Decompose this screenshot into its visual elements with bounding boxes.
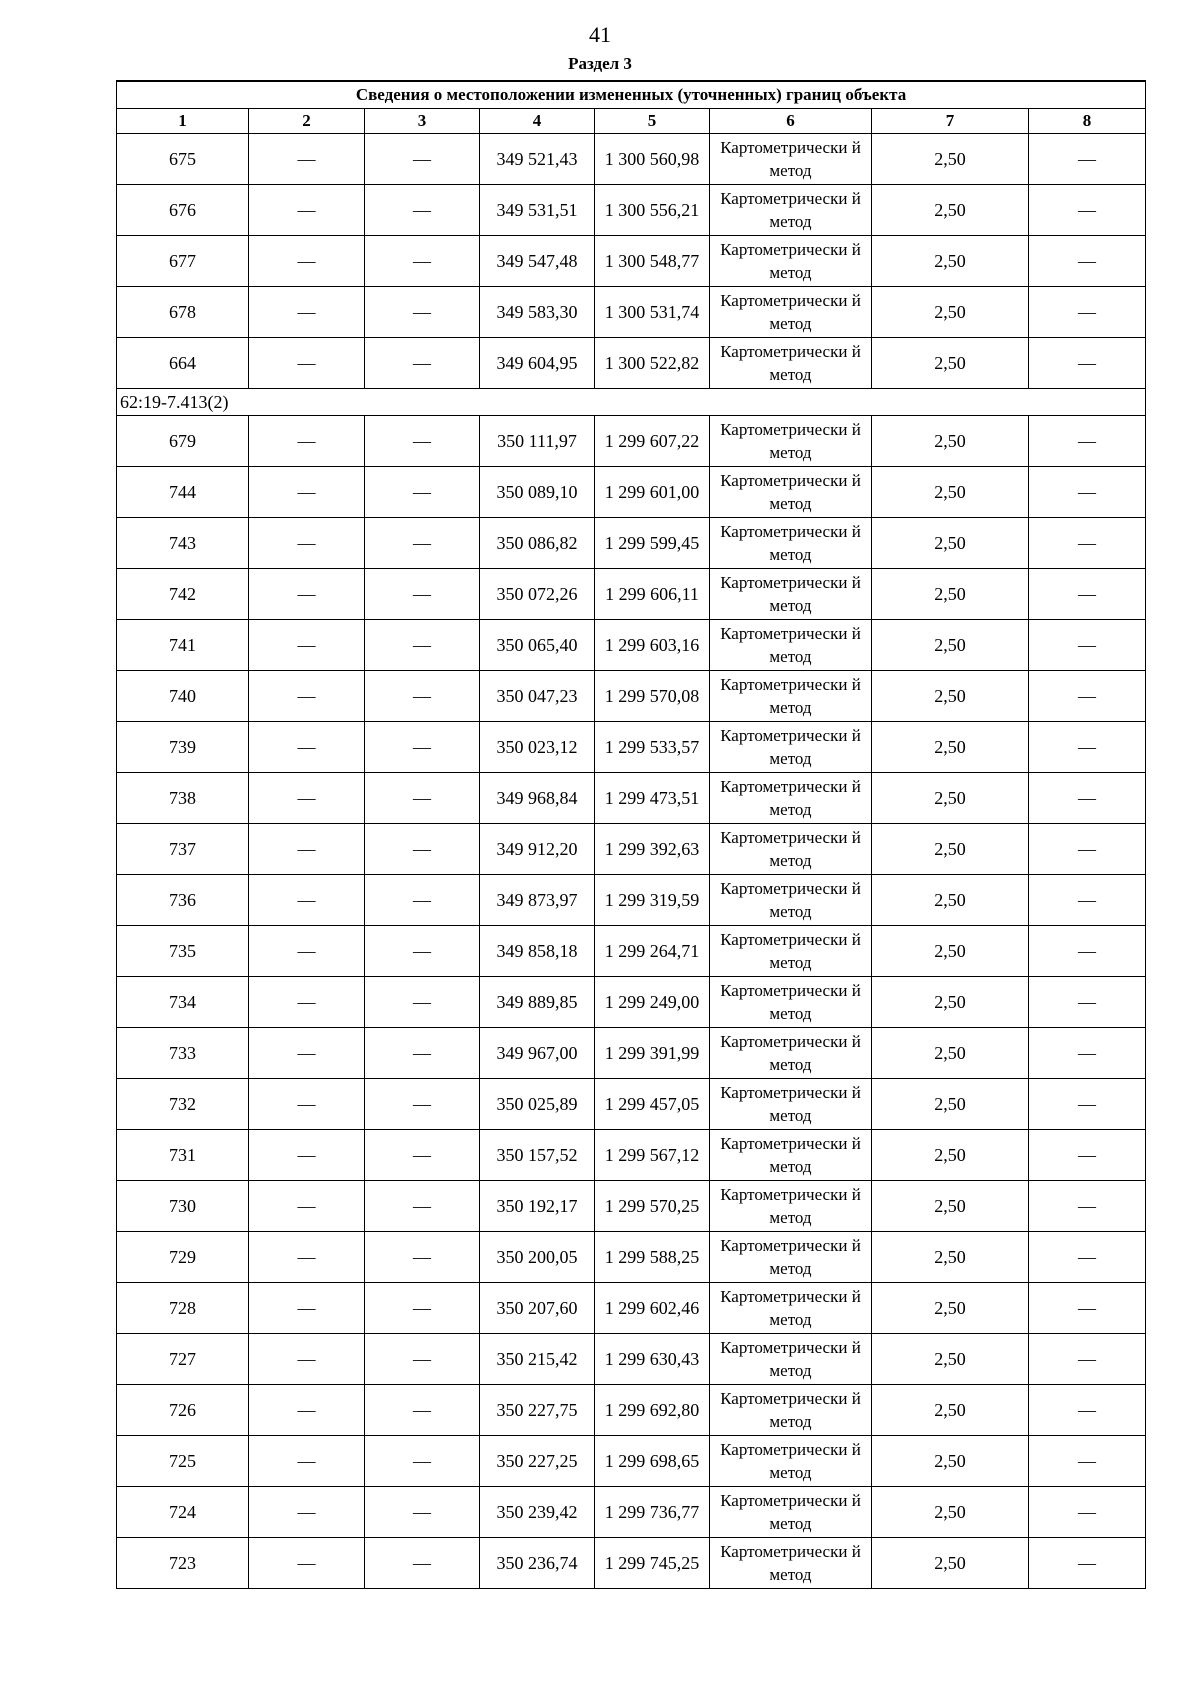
y-coordinate-cell: 1 299 319,59 <box>595 875 710 926</box>
x-coordinate-cell: 350 086,82 <box>480 518 595 569</box>
col3-cell: — <box>365 338 480 389</box>
x-coordinate-cell: 350 111,97 <box>480 416 595 467</box>
x-coordinate-cell: 349 521,43 <box>480 134 595 185</box>
col8-cell: — <box>1029 338 1146 389</box>
accuracy-cell: 2,50 <box>872 824 1029 875</box>
col2-cell: — <box>249 1232 365 1283</box>
col8-cell: — <box>1029 1436 1146 1487</box>
point-number-cell: 732 <box>117 1079 249 1130</box>
y-coordinate-cell: 1 299 602,46 <box>595 1283 710 1334</box>
y-coordinate-cell: 1 300 556,21 <box>595 185 710 236</box>
method-cell: Картометрически й метод <box>710 569 872 620</box>
column-number: 8 <box>1029 109 1146 134</box>
table-row <box>117 1181 1146 1232</box>
accuracy-cell: 2,50 <box>872 518 1029 569</box>
col3-cell: — <box>365 569 480 620</box>
col8-cell: — <box>1029 977 1146 1028</box>
column-number-row <box>117 109 1146 134</box>
accuracy-cell: 2,50 <box>872 1130 1029 1181</box>
x-coordinate-cell: 349 604,95 <box>480 338 595 389</box>
col2-cell: — <box>249 287 365 338</box>
x-coordinate-cell: 350 239,42 <box>480 1487 595 1538</box>
col2-cell: — <box>249 1538 365 1589</box>
method-cell: Картометрически й метод <box>710 875 872 926</box>
y-coordinate-cell: 1 299 606,11 <box>595 569 710 620</box>
accuracy-cell: 2,50 <box>872 620 1029 671</box>
table-row <box>117 1334 1146 1385</box>
col3-cell: — <box>365 926 480 977</box>
y-coordinate-cell: 1 299 567,12 <box>595 1130 710 1181</box>
x-coordinate-cell: 349 547,48 <box>480 236 595 287</box>
point-number-cell: 735 <box>117 926 249 977</box>
col3-cell: — <box>365 671 480 722</box>
table-row <box>117 671 1146 722</box>
accuracy-cell: 2,50 <box>872 977 1029 1028</box>
col3-cell: — <box>365 1079 480 1130</box>
column-number: 3 <box>365 109 480 134</box>
col2-cell: — <box>249 620 365 671</box>
point-number-cell: 741 <box>117 620 249 671</box>
y-coordinate-cell: 1 299 473,51 <box>595 773 710 824</box>
point-number-cell: 676 <box>117 185 249 236</box>
method-cell: Картометрически й метод <box>710 620 872 671</box>
col3-cell: — <box>365 134 480 185</box>
point-number-cell: 724 <box>117 1487 249 1538</box>
col2-cell: — <box>249 926 365 977</box>
col2-cell: — <box>249 1385 365 1436</box>
col3-cell: — <box>365 518 480 569</box>
method-cell: Картометрически й метод <box>710 773 872 824</box>
y-coordinate-cell: 1 299 599,45 <box>595 518 710 569</box>
method-cell: Картометрически й метод <box>710 1232 872 1283</box>
col8-cell: — <box>1029 1028 1146 1079</box>
point-number-cell: 677 <box>117 236 249 287</box>
boundary-coordinates-table <box>116 80 1146 1589</box>
col2-cell: — <box>249 1028 365 1079</box>
y-coordinate-cell: 1 300 531,74 <box>595 287 710 338</box>
method-cell: Картометрически й метод <box>710 1079 872 1130</box>
col2-cell: — <box>249 1283 365 1334</box>
table-row <box>117 1385 1146 1436</box>
y-coordinate-cell: 1 299 533,57 <box>595 722 710 773</box>
x-coordinate-cell: 349 531,51 <box>480 185 595 236</box>
col3-cell: — <box>365 1436 480 1487</box>
point-number-cell: 742 <box>117 569 249 620</box>
method-cell: Картометрически й метод <box>710 722 872 773</box>
col2-cell: — <box>249 416 365 467</box>
col2-cell: — <box>249 1334 365 1385</box>
x-coordinate-cell: 349 912,20 <box>480 824 595 875</box>
x-coordinate-cell: 350 089,10 <box>480 467 595 518</box>
col3-cell: — <box>365 1385 480 1436</box>
method-cell: Картометрически й метод <box>710 416 872 467</box>
point-number-cell: 739 <box>117 722 249 773</box>
x-coordinate-cell: 350 200,05 <box>480 1232 595 1283</box>
point-number-cell: 743 <box>117 518 249 569</box>
col3-cell: — <box>365 1130 480 1181</box>
col2-cell: — <box>249 236 365 287</box>
col3-cell: — <box>365 467 480 518</box>
col8-cell: — <box>1029 1283 1146 1334</box>
table-row <box>117 1538 1146 1589</box>
method-cell: Картометрически й метод <box>710 1130 872 1181</box>
col3-cell: — <box>365 977 480 1028</box>
table-row <box>117 1130 1146 1181</box>
table-row <box>117 824 1146 875</box>
section-title: Раздел 3 <box>568 54 632 73</box>
accuracy-cell: 2,50 <box>872 671 1029 722</box>
accuracy-cell: 2,50 <box>872 569 1029 620</box>
table-row <box>117 773 1146 824</box>
method-cell: Картометрически й метод <box>710 185 872 236</box>
column-number: 4 <box>480 109 595 134</box>
x-coordinate-cell: 350 072,26 <box>480 569 595 620</box>
method-cell: Картометрически й метод <box>710 287 872 338</box>
y-coordinate-cell: 1 299 607,22 <box>595 416 710 467</box>
table-row <box>117 134 1146 185</box>
group-header-row <box>117 389 1146 416</box>
x-coordinate-cell: 349 873,97 <box>480 875 595 926</box>
page-number: 41 <box>589 22 611 47</box>
col8-cell: — <box>1029 236 1146 287</box>
col3-cell: — <box>365 1334 480 1385</box>
table-row <box>117 1232 1146 1283</box>
table-row <box>117 467 1146 518</box>
x-coordinate-cell: 349 967,00 <box>480 1028 595 1079</box>
method-cell: Картометрически й метод <box>710 671 872 722</box>
x-coordinate-cell: 350 065,40 <box>480 620 595 671</box>
method-cell: Картометрически й метод <box>710 926 872 977</box>
col8-cell: — <box>1029 1334 1146 1385</box>
table-row <box>117 1283 1146 1334</box>
y-coordinate-cell: 1 299 570,25 <box>595 1181 710 1232</box>
col3-cell: — <box>365 875 480 926</box>
table-row <box>117 722 1146 773</box>
col2-cell: — <box>249 518 365 569</box>
y-coordinate-cell: 1 299 391,99 <box>595 1028 710 1079</box>
y-coordinate-cell: 1 300 560,98 <box>595 134 710 185</box>
y-coordinate-cell: 1 299 603,16 <box>595 620 710 671</box>
col2-cell: — <box>249 671 365 722</box>
col2-cell: — <box>249 338 365 389</box>
accuracy-cell: 2,50 <box>872 1079 1029 1130</box>
point-number-cell: 740 <box>117 671 249 722</box>
accuracy-cell: 2,50 <box>872 416 1029 467</box>
method-cell: Картометрически й метод <box>710 1487 872 1538</box>
col8-cell: — <box>1029 518 1146 569</box>
accuracy-cell: 2,50 <box>872 467 1029 518</box>
col8-cell: — <box>1029 722 1146 773</box>
table-row <box>117 926 1146 977</box>
x-coordinate-cell: 350 047,23 <box>480 671 595 722</box>
y-coordinate-cell: 1 300 522,82 <box>595 338 710 389</box>
method-cell: Картометрически й метод <box>710 977 872 1028</box>
table-row <box>117 569 1146 620</box>
accuracy-cell: 2,50 <box>872 1385 1029 1436</box>
col3-cell: — <box>365 1028 480 1079</box>
column-number: 6 <box>710 109 872 134</box>
column-number: 7 <box>872 109 1029 134</box>
accuracy-cell: 2,50 <box>872 1436 1029 1487</box>
col3-cell: — <box>365 236 480 287</box>
x-coordinate-cell: 350 215,42 <box>480 1334 595 1385</box>
table-row <box>117 977 1146 1028</box>
col3-cell: — <box>365 824 480 875</box>
x-coordinate-cell: 349 583,30 <box>480 287 595 338</box>
col8-cell: — <box>1029 416 1146 467</box>
point-number-cell: 726 <box>117 1385 249 1436</box>
y-coordinate-cell: 1 299 249,00 <box>595 977 710 1028</box>
x-coordinate-cell: 350 227,25 <box>480 1436 595 1487</box>
table-body <box>117 81 1146 1589</box>
accuracy-cell: 2,50 <box>872 1232 1029 1283</box>
point-number-cell: 723 <box>117 1538 249 1589</box>
col2-cell: — <box>249 977 365 1028</box>
col8-cell: — <box>1029 773 1146 824</box>
col8-cell: — <box>1029 569 1146 620</box>
col2-cell: — <box>249 722 365 773</box>
accuracy-cell: 2,50 <box>872 1334 1029 1385</box>
accuracy-cell: 2,50 <box>872 875 1029 926</box>
accuracy-cell: 2,50 <box>872 773 1029 824</box>
col8-cell: — <box>1029 824 1146 875</box>
x-coordinate-cell: 350 192,17 <box>480 1181 595 1232</box>
method-cell: Картометрически й метод <box>710 518 872 569</box>
y-coordinate-cell: 1 299 588,25 <box>595 1232 710 1283</box>
method-cell: Картометрически й метод <box>710 467 872 518</box>
col2-cell: — <box>249 1436 365 1487</box>
point-number-cell: 664 <box>117 338 249 389</box>
method-cell: Картометрически й метод <box>710 236 872 287</box>
col2-cell: — <box>249 1130 365 1181</box>
y-coordinate-cell: 1 299 698,65 <box>595 1436 710 1487</box>
accuracy-cell: 2,50 <box>872 287 1029 338</box>
table-caption-row <box>117 81 1146 109</box>
col8-cell: — <box>1029 1181 1146 1232</box>
y-coordinate-cell: 1 299 392,63 <box>595 824 710 875</box>
table-row <box>117 1079 1146 1130</box>
y-coordinate-cell: 1 299 264,71 <box>595 926 710 977</box>
y-coordinate-cell: 1 300 548,77 <box>595 236 710 287</box>
col8-cell: — <box>1029 875 1146 926</box>
col8-cell: — <box>1029 1487 1146 1538</box>
column-number: 2 <box>249 109 365 134</box>
point-number-cell: 736 <box>117 875 249 926</box>
accuracy-cell: 2,50 <box>872 1181 1029 1232</box>
table-row <box>117 338 1146 389</box>
point-number-cell: 737 <box>117 824 249 875</box>
point-number-cell: 678 <box>117 287 249 338</box>
method-cell: Картометрически й метод <box>710 1028 872 1079</box>
table-row <box>117 875 1146 926</box>
table-row <box>117 416 1146 467</box>
col3-cell: — <box>365 1283 480 1334</box>
method-cell: Картометрически й метод <box>710 134 872 185</box>
table-row <box>117 1487 1146 1538</box>
point-number-cell: 727 <box>117 1334 249 1385</box>
x-coordinate-cell: 349 889,85 <box>480 977 595 1028</box>
table-row <box>117 287 1146 338</box>
point-number-cell: 731 <box>117 1130 249 1181</box>
method-cell: Картометрически й метод <box>710 1436 872 1487</box>
col8-cell: — <box>1029 287 1146 338</box>
col8-cell: — <box>1029 1538 1146 1589</box>
method-cell: Картометрически й метод <box>710 1283 872 1334</box>
method-cell: Картометрически й метод <box>710 338 872 389</box>
y-coordinate-cell: 1 299 692,80 <box>595 1385 710 1436</box>
col2-cell: — <box>249 569 365 620</box>
accuracy-cell: 2,50 <box>872 1487 1029 1538</box>
col8-cell: — <box>1029 1232 1146 1283</box>
x-coordinate-cell: 350 023,12 <box>480 722 595 773</box>
y-coordinate-cell: 1 299 736,77 <box>595 1487 710 1538</box>
point-number-cell: 728 <box>117 1283 249 1334</box>
col8-cell: — <box>1029 467 1146 518</box>
x-coordinate-cell: 350 227,75 <box>480 1385 595 1436</box>
point-number-cell: 744 <box>117 467 249 518</box>
accuracy-cell: 2,50 <box>872 338 1029 389</box>
col3-cell: — <box>365 773 480 824</box>
y-coordinate-cell: 1 299 630,43 <box>595 1334 710 1385</box>
point-number-cell: 675 <box>117 134 249 185</box>
col3-cell: — <box>365 1232 480 1283</box>
point-number-cell: 738 <box>117 773 249 824</box>
accuracy-cell: 2,50 <box>872 722 1029 773</box>
col8-cell: — <box>1029 1385 1146 1436</box>
table-caption: Сведения о местоположении измененных (уточненных) границ объекта <box>117 81 1146 109</box>
x-coordinate-cell: 349 858,18 <box>480 926 595 977</box>
method-cell: Картометрически й метод <box>710 824 872 875</box>
table-row <box>117 620 1146 671</box>
col3-cell: — <box>365 722 480 773</box>
col2-cell: — <box>249 467 365 518</box>
accuracy-cell: 2,50 <box>872 185 1029 236</box>
column-number: 1 <box>117 109 249 134</box>
x-coordinate-cell: 349 968,84 <box>480 773 595 824</box>
col8-cell: — <box>1029 185 1146 236</box>
point-number-cell: 679 <box>117 416 249 467</box>
x-coordinate-cell: 350 157,52 <box>480 1130 595 1181</box>
accuracy-cell: 2,50 <box>872 236 1029 287</box>
col3-cell: — <box>365 185 480 236</box>
table-row <box>117 518 1146 569</box>
col8-cell: — <box>1029 926 1146 977</box>
accuracy-cell: 2,50 <box>872 926 1029 977</box>
x-coordinate-cell: 350 236,74 <box>480 1538 595 1589</box>
group-label: 62:19-7.413(2) <box>117 389 1146 416</box>
col2-cell: — <box>249 134 365 185</box>
accuracy-cell: 2,50 <box>872 1283 1029 1334</box>
point-number-cell: 733 <box>117 1028 249 1079</box>
method-cell: Картометрически й метод <box>710 1385 872 1436</box>
point-number-cell: 729 <box>117 1232 249 1283</box>
y-coordinate-cell: 1 299 457,05 <box>595 1079 710 1130</box>
x-coordinate-cell: 350 207,60 <box>480 1283 595 1334</box>
col3-cell: — <box>365 1181 480 1232</box>
accuracy-cell: 2,50 <box>872 1538 1029 1589</box>
table-row <box>117 185 1146 236</box>
col2-cell: — <box>249 1079 365 1130</box>
col3-cell: — <box>365 1538 480 1589</box>
point-number-cell: 725 <box>117 1436 249 1487</box>
col2-cell: — <box>249 773 365 824</box>
accuracy-cell: 2,50 <box>872 134 1029 185</box>
col8-cell: — <box>1029 1079 1146 1130</box>
point-number-cell: 730 <box>117 1181 249 1232</box>
col3-cell: — <box>365 1487 480 1538</box>
col2-cell: — <box>249 824 365 875</box>
y-coordinate-cell: 1 299 601,00 <box>595 467 710 518</box>
point-number-cell: 734 <box>117 977 249 1028</box>
y-coordinate-cell: 1 299 570,08 <box>595 671 710 722</box>
col2-cell: — <box>249 1487 365 1538</box>
accuracy-cell: 2,50 <box>872 1028 1029 1079</box>
col3-cell: — <box>365 287 480 338</box>
col2-cell: — <box>249 875 365 926</box>
col3-cell: — <box>365 416 480 467</box>
y-coordinate-cell: 1 299 745,25 <box>595 1538 710 1589</box>
col8-cell: — <box>1029 620 1146 671</box>
col8-cell: — <box>1029 134 1146 185</box>
col8-cell: — <box>1029 671 1146 722</box>
col3-cell: — <box>365 620 480 671</box>
method-cell: Картометрически й метод <box>710 1334 872 1385</box>
col8-cell: — <box>1029 1130 1146 1181</box>
x-coordinate-cell: 350 025,89 <box>480 1079 595 1130</box>
method-cell: Картометрически й метод <box>710 1181 872 1232</box>
column-number: 5 <box>595 109 710 134</box>
col2-cell: — <box>249 185 365 236</box>
col2-cell: — <box>249 1181 365 1232</box>
table-row <box>117 236 1146 287</box>
table-row <box>117 1028 1146 1079</box>
method-cell: Картометрически й метод <box>710 1538 872 1589</box>
table-row <box>117 1436 1146 1487</box>
